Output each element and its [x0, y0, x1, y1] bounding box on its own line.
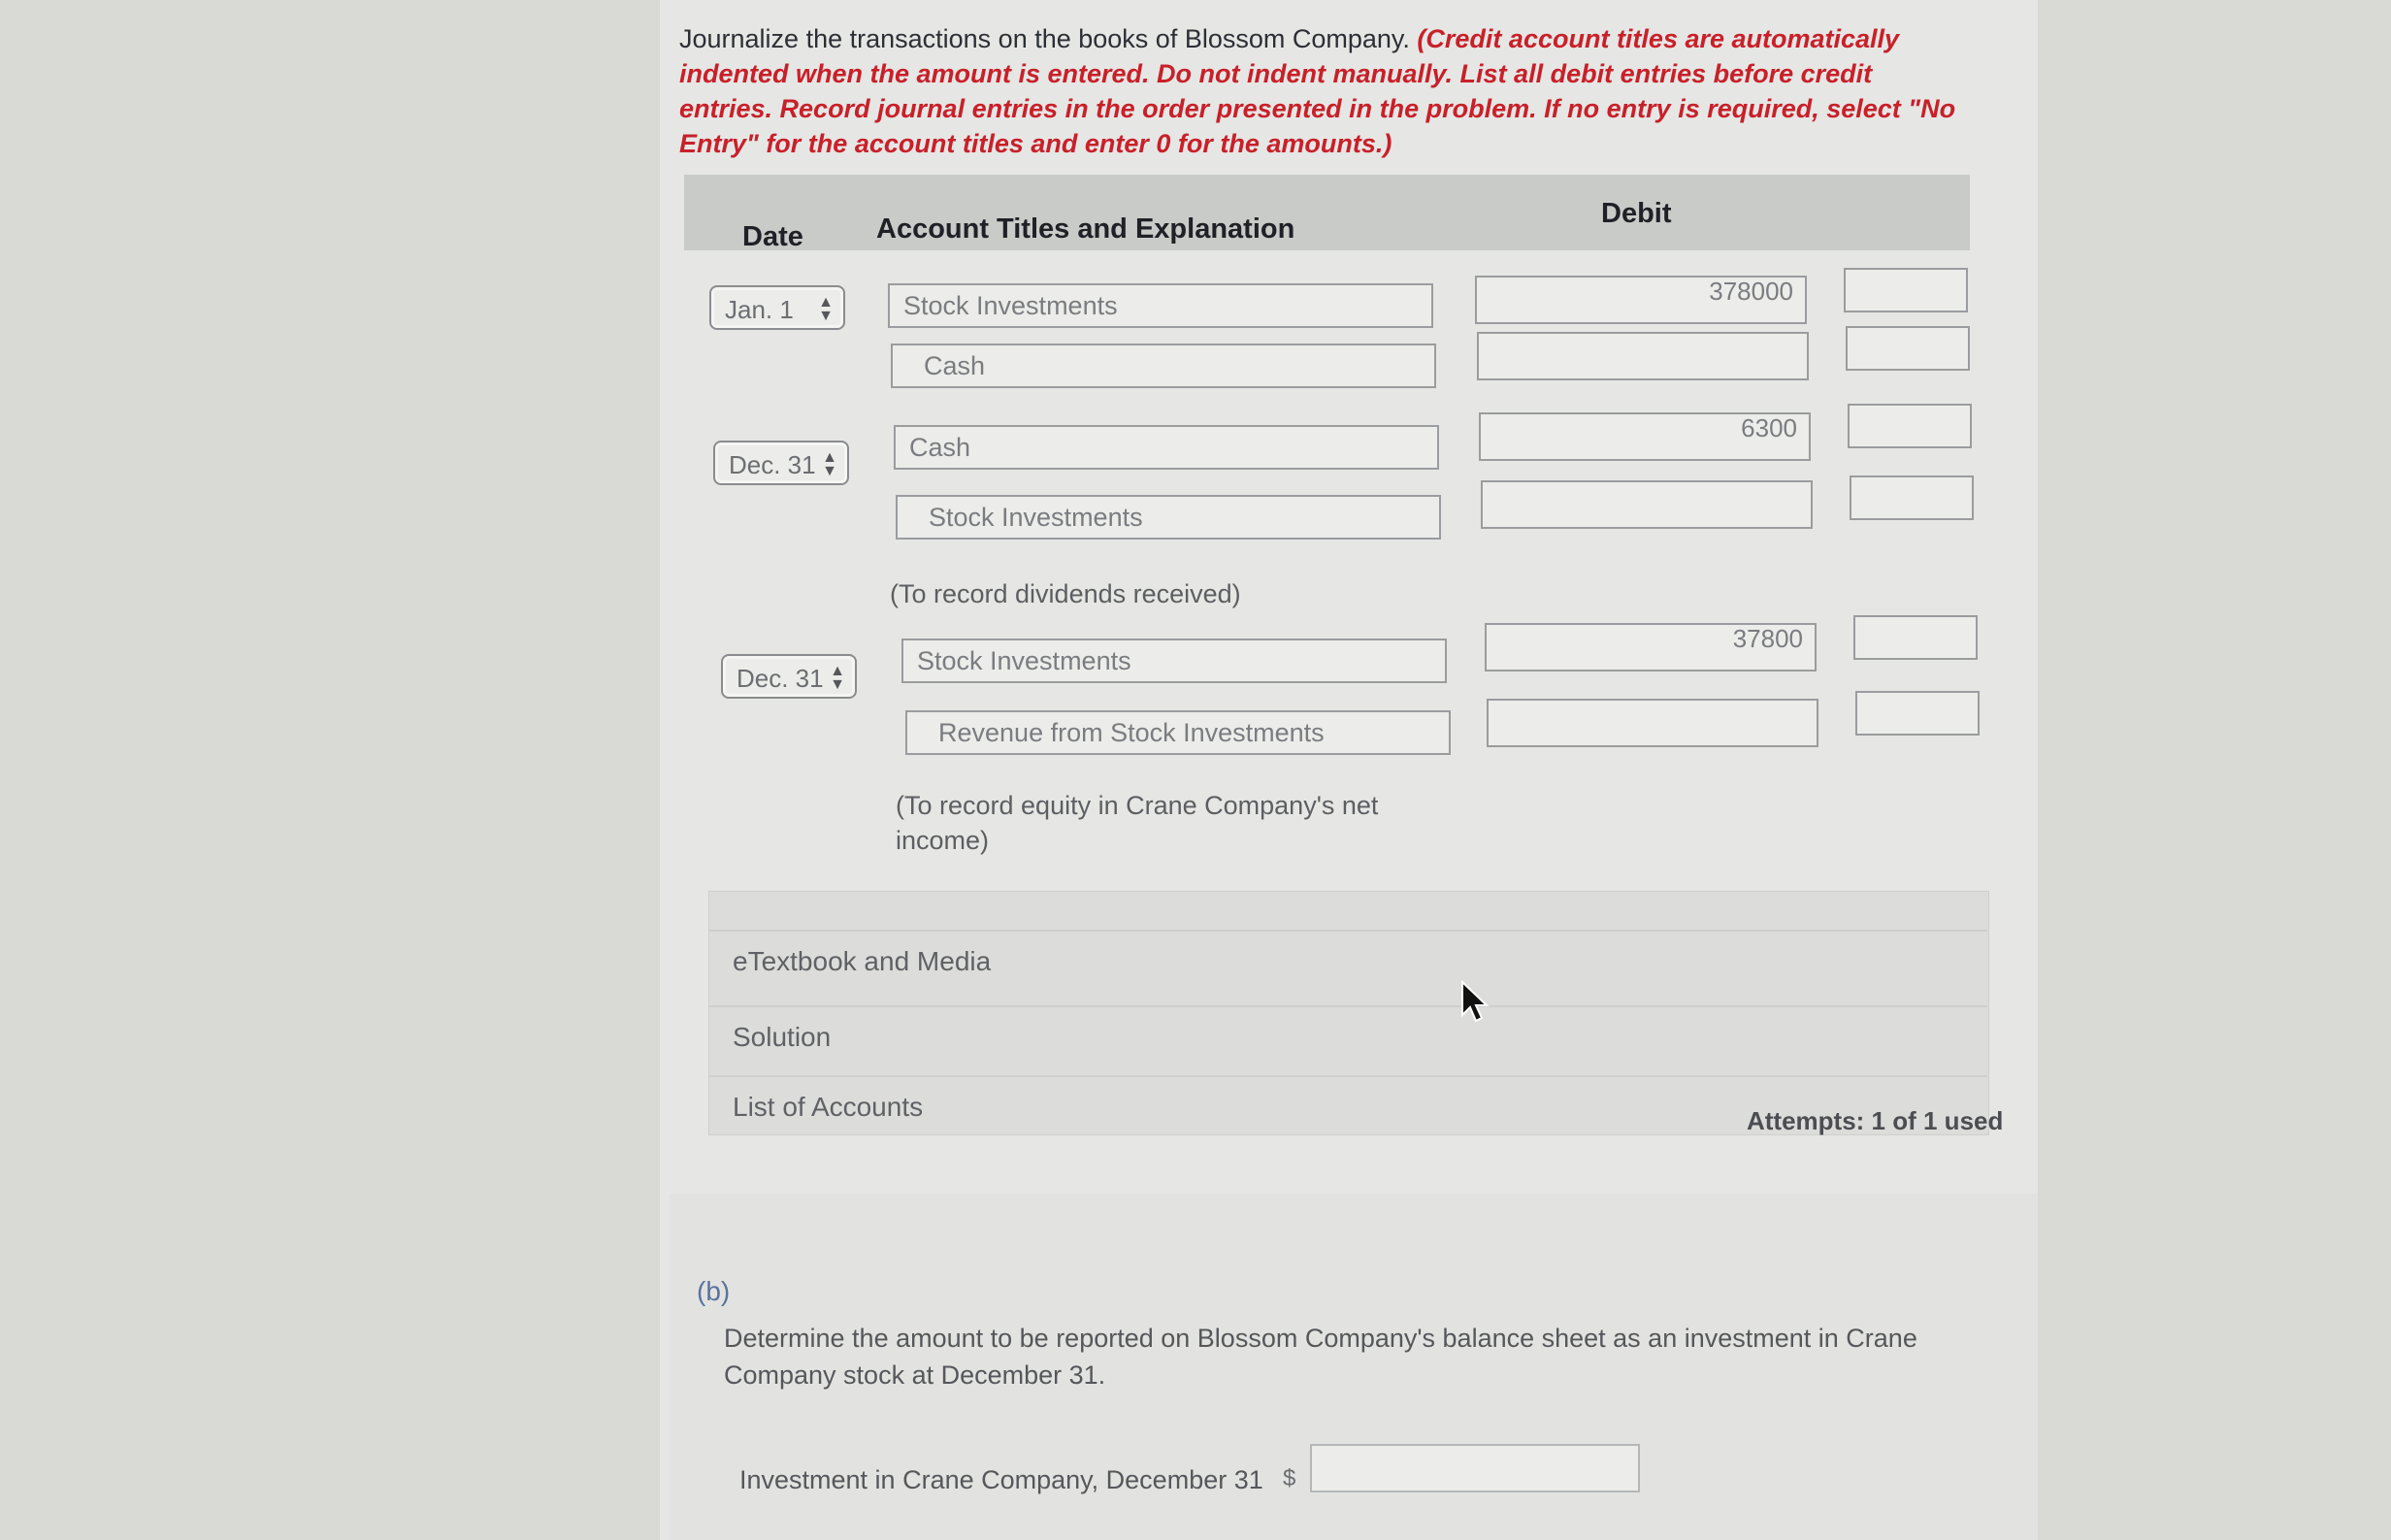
account-input[interactable]: Stock Investments [901, 639, 1447, 683]
instructions-red-note: (Credit account titles are automatically indented when the amount is entered. Do not indent manually. List all debit entries before credit entries. Record journal entries in the order presented in the problem. If no entry is required, select "No Entry" for the account titles and enter 0 for the amounts.) [679, 24, 1956, 158]
credit-input[interactable] [1848, 404, 1972, 448]
solution-link[interactable]: Solution [708, 1005, 1987, 1065]
date-select-dec31[interactable] [721, 654, 857, 699]
date-value: Jan. 1 [725, 295, 794, 324]
part-b-question: Determine the amount to be reported on Blossom Company's balance sheet as an investment in Crane Company stock at December 31. [724, 1324, 1917, 1390]
account-input[interactable]: Stock Investments [888, 283, 1433, 328]
credit-input[interactable] [1853, 615, 1978, 660]
spinner-icon: ▲ ▼ [822, 449, 837, 479]
investment-amount-input[interactable] [1310, 1444, 1640, 1492]
account-input[interactable]: Cash [894, 425, 1439, 470]
part-b-label: (b) [697, 1276, 731, 1306]
spinner-icon: ▲ ▼ [818, 294, 834, 324]
currency-symbol: $ [1283, 1465, 1296, 1491]
credit-input[interactable] [1850, 475, 1974, 520]
header-debit: Debit [1601, 198, 1672, 229]
entry-note: (To record dividends received) [890, 579, 1241, 608]
mouse-cursor-icon [1460, 980, 1490, 1030]
list-of-accounts-link[interactable]: List of Accounts [708, 1075, 1987, 1135]
debit-input[interactable]: 37800 [1485, 623, 1817, 672]
etextbook-link[interactable]: eTextbook and Media [708, 930, 1987, 990]
header-date: Date [742, 221, 803, 252]
debit-input[interactable]: 6300 [1479, 412, 1811, 461]
instructions [679, 21, 1970, 161]
investment-label: Investment in Crane Company, December 31 [739, 1465, 1263, 1494]
debit-input[interactable] [1481, 480, 1813, 529]
debit-input[interactable] [1487, 699, 1818, 747]
spinner-icon: ▲ ▼ [830, 663, 845, 693]
credit-input[interactable] [1844, 268, 1968, 312]
account-input[interactable]: Cash [891, 344, 1436, 388]
attempts-counter: Attempts: 1 of 1 used [1747, 1106, 2004, 1135]
date-value: Dec. 31 [737, 664, 824, 693]
date-value: Dec. 31 [729, 450, 816, 479]
header-account: Account Titles and Explanation [876, 213, 1295, 245]
debit-input[interactable]: 378000 [1475, 276, 1807, 324]
credit-input[interactable] [1855, 691, 1980, 736]
date-select-jan1[interactable] [709, 285, 845, 330]
credit-input[interactable] [1846, 326, 1970, 371]
entry-note: (To record equity in Crane Company's net income) [896, 791, 1379, 855]
date-select-dec31[interactable] [713, 441, 849, 485]
account-input[interactable]: Revenue from Stock Investments [905, 710, 1451, 755]
instructions-lead: Journalize the transactions on the books of Blossom Company. [679, 24, 1410, 53]
table-header [684, 175, 1970, 250]
debit-input[interactable] [1477, 332, 1809, 380]
account-input[interactable]: Stock Investments [896, 495, 1441, 540]
